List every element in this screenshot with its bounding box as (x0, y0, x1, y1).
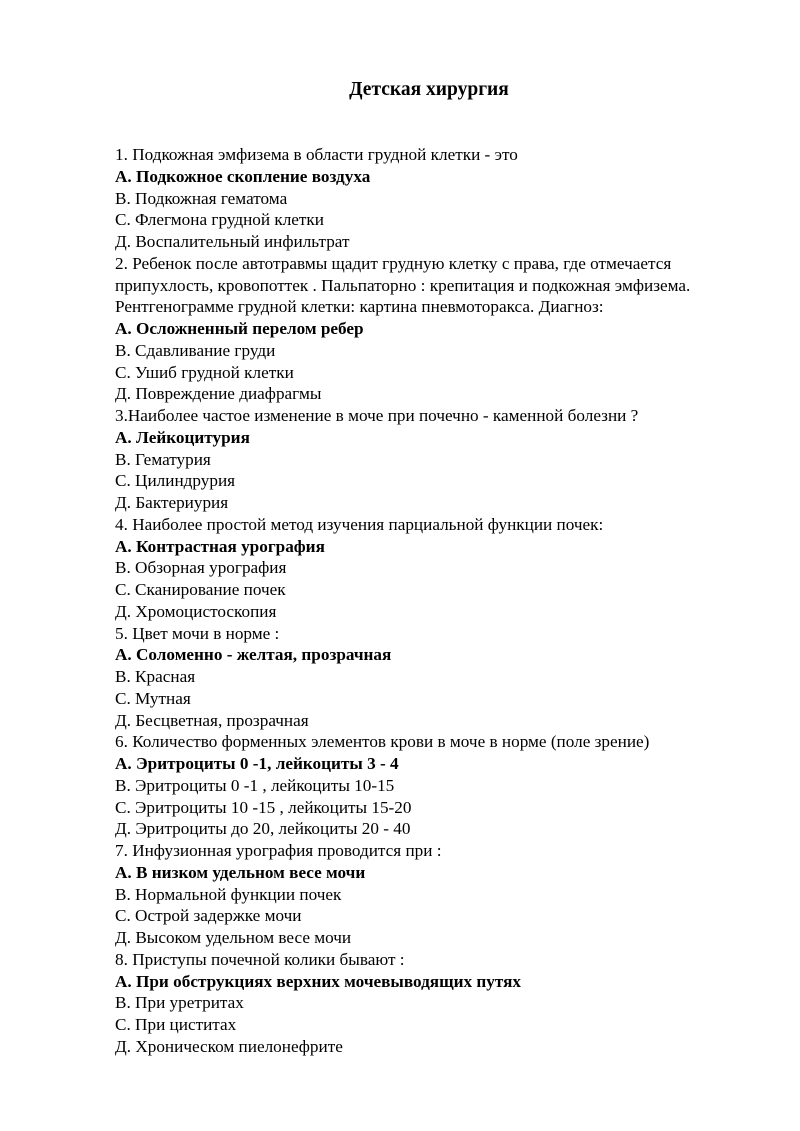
question-block (115, 144, 755, 253)
answer-option: Д. Бактериурия (115, 493, 229, 512)
answer-option-correct: А. В низком удельном весе мочи (115, 862, 366, 882)
question-text: 4. Наиболее простой метод изучения парциальной функции почек: (115, 514, 604, 534)
answer-option: С. Мутная (115, 688, 191, 708)
answer-option: Д. Хромоцистоскопия (115, 601, 277, 621)
answer-option: С. Острой задержке мочи (115, 906, 302, 926)
answer-option-correct: А. Соломенно - желтая, прозрачная (115, 645, 392, 665)
answer-option-correct: А. Подкожное скопление воздуха (115, 166, 371, 186)
answer-option: В. Нормальной функции почек (115, 884, 342, 904)
answer-option: Д. Эритроциты до 20, лейкоциты 20 - 40 (115, 819, 411, 839)
answer-option: С. Эритроциты 10 -15 , лейкоциты 15-20 (115, 797, 412, 817)
answer-option-correct: А. Лейкоцитурия (115, 427, 250, 447)
question-text: 5. Цвет мочи в норме : (115, 623, 280, 643)
answer-option: В. Обзорная урография (115, 558, 287, 578)
answer-option: В. При уретритах (115, 993, 244, 1013)
answer-option: С. Флегмона грудной клетки (115, 210, 324, 230)
question-block (115, 514, 755, 623)
answer-option: В. Эритроциты 0 -1 , лейкоциты 10-15 (115, 775, 395, 795)
question-text: 2. Ребенок после автотравмы щадит грудную клетку с права, где отмечается припухлость, кровопоттек . Пальпаторно : крепитация и подкожная эмфизема. Рентгенограмме грудной клетки: картина пневмоторакса. Диагноз: (115, 253, 691, 317)
question-text: 7. Инфузионная урография проводится при : (115, 841, 442, 860)
answer-option: В. Сдавливание груди (115, 340, 276, 360)
question-text: 8. Приступы почечной колики бывают : (115, 949, 405, 969)
answer-option: Д. Высоком удельном весе мочи (115, 928, 352, 947)
question-list (115, 144, 755, 1058)
answer-option: С. Ушиб грудной клетки (115, 362, 294, 382)
question-block (115, 253, 755, 405)
question-text: 3.Наиболее частое изменение в моче при почечно - каменной болезни ? (115, 406, 639, 425)
document-title: Детская хирургия (349, 79, 509, 100)
answer-option-correct: А. Осложненный перелом ребер (115, 319, 364, 338)
answer-option: В. Гематурия (115, 449, 211, 469)
question-block (115, 949, 755, 1058)
question-block (115, 623, 755, 732)
question-block (115, 840, 755, 949)
question-block (115, 731, 755, 840)
answer-option: Д. Хроническом пиелонефрите (115, 1036, 343, 1056)
question-text: 6. Количество форменных элементов крови в моче в норме (поле зрение) (115, 732, 650, 752)
answer-option: Д. Воспалительный инфильтрат (115, 232, 350, 251)
question-text: 1. Подкожная эмфизема в области грудной клетки - это (115, 145, 518, 164)
answer-option: С. Сканирование почек (115, 580, 286, 599)
answer-option: С. Цилиндрурия (115, 471, 236, 491)
answer-option: В. Подкожная гематома (115, 188, 288, 208)
answer-option-correct: А. Эритроциты 0 -1, лейкоциты 3 - 4 (115, 754, 399, 773)
answer-option: Д. Бесцветная, прозрачная (115, 710, 309, 730)
answer-option: С. При циститах (115, 1015, 237, 1034)
question-block (115, 405, 755, 514)
answer-option-correct: А. Контрастная урография (115, 536, 325, 556)
answer-option: В. Красная (115, 667, 196, 686)
answer-option: Д. Повреждение диафрагмы (115, 384, 322, 404)
answer-option-correct: А. При обструкциях верхних мочевыводящих путях (115, 971, 522, 991)
